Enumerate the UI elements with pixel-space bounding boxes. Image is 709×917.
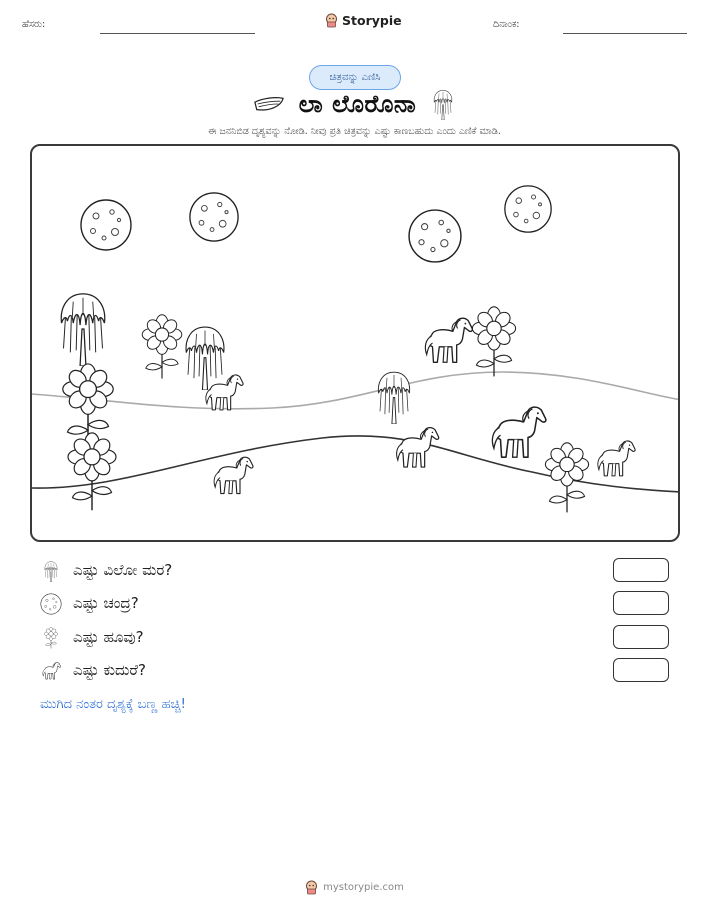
- date-label: ದಿನಾಂಕ:: [493, 19, 520, 30]
- moon-icon: [409, 210, 461, 262]
- site-url[interactable]: mystorypie.com: [323, 882, 404, 893]
- horse-icon: [214, 457, 253, 493]
- horse-icon: [425, 318, 472, 362]
- date-field-line[interactable]: [563, 33, 687, 34]
- answer-box-moon[interactable]: [613, 591, 669, 615]
- storypie-logo-icon: [325, 13, 338, 28]
- answer-box-flower[interactable]: [613, 625, 669, 649]
- answer-box-horse[interactable]: [613, 658, 669, 682]
- name-label: ಹೆಸರು:: [22, 19, 46, 30]
- willow-tree-icon: [40, 560, 62, 582]
- moon-icon: [505, 186, 551, 232]
- title-row: [0, 88, 709, 120]
- horse-icon: [397, 428, 439, 467]
- flower-icon: [68, 433, 116, 510]
- willow-tree-icon: [61, 294, 104, 366]
- flower-icon: [40, 627, 62, 649]
- horse-icon: [598, 441, 635, 476]
- flower-icon: [142, 315, 182, 379]
- willow-tree-icon: [186, 327, 224, 390]
- activity-badge: ಚಿತ್ರವನ್ನು ಎಣಿಸಿ: [309, 65, 401, 90]
- flower-icon: [545, 443, 588, 513]
- brand-name: Storypie: [342, 13, 402, 28]
- willow-tree-icon: [378, 372, 409, 424]
- question-text: ಎಷ್ಟು ಹೂವು?: [73, 628, 144, 646]
- question-row-willow: [40, 558, 670, 584]
- storypie-logo-icon: [305, 880, 318, 895]
- back-hill: [32, 372, 680, 409]
- question-row-moon: [40, 591, 670, 617]
- question-text: ಎಷ್ಟು ವಿಲೋ ಮರ?: [73, 561, 173, 579]
- question-row-horse: [40, 658, 670, 684]
- coloring-note: ಮುಗಿದ ನಂತರ ದೃಶ್ಯಕ್ಕೆ ಬಣ್ಣ ಹಚ್ಚಿ!: [40, 697, 186, 712]
- question-text: ಎಷ್ಟು ಕುದುರೆ?: [73, 661, 146, 679]
- instructions: ಈ ಜನನಿಬಿಡ ದೃಶ್ಯವನ್ನು ನೋಡಿ. ನೀವು ಪ್ರತಿ ಚಿತ್ರವನ್ನು ಎಷ್ಟು ಕಾಣಬಹುದು ಎಂದು ಎಣಿಕೆ ಮಾಡಿ.: [208, 126, 501, 137]
- flower-icon: [472, 307, 515, 377]
- name-field-line[interactable]: [100, 33, 255, 34]
- horse-icon: [206, 375, 243, 410]
- question-row-flower: [40, 625, 670, 651]
- moon-icon: [81, 200, 131, 250]
- boat-icon: [253, 93, 285, 115]
- answer-box-willow[interactable]: [613, 558, 669, 582]
- counting-scene: [30, 144, 680, 542]
- flower-icon: [63, 364, 113, 445]
- horse-icon: [492, 407, 545, 457]
- moon-icon: [40, 593, 62, 615]
- site-footer: [0, 880, 709, 895]
- page-title: ಲಾ ಲೊರೊನಾ: [298, 90, 417, 118]
- willow-tree-icon: [430, 88, 456, 120]
- horse-icon: [40, 660, 62, 682]
- question-text: ಎಷ್ಟು ಚಂದ್ರ?: [73, 594, 139, 612]
- moon-icon: [190, 193, 238, 241]
- brand: [325, 13, 402, 28]
